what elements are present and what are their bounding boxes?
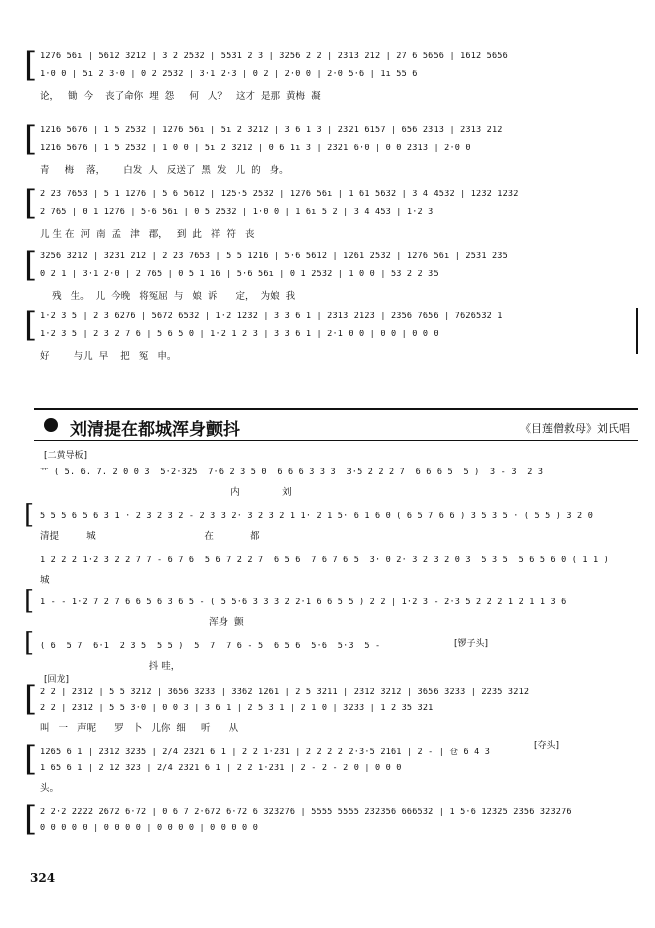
section-tag-erhuang-daoban: [二黄导板] [44, 451, 88, 461]
lyrics-line: 清提 城 在 都 [40, 531, 260, 542]
lyrics-line: 叫 一 声呢 罗 卜 儿你 细 听 从 [40, 723, 239, 734]
music-system [24, 679, 638, 736]
music-system [24, 178, 638, 248]
melody-line: 艹 ( 5. 6. 7. 2 0 0 3 5·2·325 7·6 2 3 5 0 6 6 6 3 3 3 3·5 2 2 2 7 6 6 6 5 5 ) 3 - 3 2 3 [40, 468, 544, 477]
upper-staff-line: 1265 6 1 | 2312 3235 | 2/4 2321 6 1 | 2 2 1·231 | 2 2 2 2 2·3·5 2161 | 2 - | 仓 6 4 3 [40, 748, 491, 757]
upper-staff-line: 1216 5676 | 1 5 2532 | 1276 56i | 5i 2 3212 | 3 6 1 3 | 2321 6157 | 656 2313 | 2313 212 [40, 126, 503, 135]
upper-staff-line: 1·2 3 5 | 2 3 6276 | 5672 6532 | 1·2 1232 | 3 3 6 1 | 2313 2123 | 2356 7656 | 7626532 1 [40, 312, 503, 321]
upper-staff-line: 2 2·2 2222 2672 6·72 | 0 6 7 2·672 6·72 6 323276 | 5555 5555 232356 666532 | 1 5·6 12325 2356 323276 [40, 808, 572, 817]
music-system [24, 500, 638, 544]
lower-staff-line: 2 2 | 2312 | 5 5 3·0 | 0 0 3 | 3 6 1 | 2 5 3 1 | 2 1 0 | 3233 | 1 2 35 321 [40, 704, 434, 713]
lyrics-line: 浑身 颤 [40, 617, 244, 628]
music-system [24, 739, 638, 796]
lyrics-line: 论， 锄 今 丧了命你 埋 怨 何 人？ 这才 是那 黄梅 凝 [40, 91, 321, 102]
lyrics-line: 好 与儿 早 把 冤 申。 [40, 351, 177, 362]
lyrics-line: 头。 [40, 783, 60, 794]
music-system [24, 586, 638, 630]
lower-staff-line: 1216 5676 | 1 5 2532 | 1 0 0 | 5i 2 3212 | 0 6 1i 3 | 2321 6·0 | 0 0 2313 | 2·0 0 [40, 144, 471, 153]
section-title: 刘清提在都城浑身颤抖 [70, 420, 240, 440]
lower-staff-line: 1·0 0 | 5i 2 3·0 | 0 2 2532 | 3·1 2·3 | 0 2 | 2·0 0 | 2·0 5·6 | 1i 55 6 [40, 70, 418, 79]
system-bracket: [ [24, 183, 38, 223]
system-bracket: [ [24, 245, 38, 285]
section-rule-top [34, 408, 638, 410]
lower-staff-line: 0 2 1 | 3·1 2·0 | 2 765 | 0 5 1 16 | 5·6 56i | 0 1 2532 | 1 0 0 | 53 2 2 35 [40, 270, 439, 279]
system-bracket: [ [24, 628, 35, 658]
upper-staff-line: 3256 3212 | 3231 212 | 2 23 7653 | 5 5 1216 | 5·6 5612 | 1261 2532 | 1276 56i | 2531 235 [40, 252, 508, 261]
system-bracket: [ [24, 799, 38, 839]
lyrics-line: 残 生。 儿 今晚 将冤屈 与 娘 诉 定， 为娘 我 [40, 291, 296, 302]
final-barline [636, 308, 638, 354]
system-bracket: [ [24, 739, 38, 779]
melody-line: 1 - - 1·2 7 2 7 6 6 5 6 3 6 5 - ( 5 5·6 3 3 3 2 2·1 6 6 5 5 ) 2 2 | 1·2 3 - 2·3 5 2 2 2 1 2 1 1 3 6 [40, 598, 567, 607]
system-bracket: [ [24, 45, 38, 85]
lyrics-line: 城 [40, 575, 50, 586]
lyrics-line: 抖 哇， [40, 661, 181, 672]
lower-staff-line: 1 65 6 1 | 2 12 323 | 2/4 2321 6 1 | 2 2 1·231 | 2 - 2 - 2 0 | 0 0 0 [40, 764, 402, 773]
lyrics-line: 内 刘 [40, 487, 292, 498]
lower-staff-line: 2 765 | 0 1 1276 | 5·6 56i | 0 5 2532 | 1·0 0 | 1 6i 5 2 | 3 4 453 | 1·2 3 [40, 208, 434, 217]
music-system [24, 300, 638, 370]
lyrics-line: 青 梅 落， 白发 人 反送了 黑 发 儿 的 身。 [40, 165, 289, 176]
music-system [34, 462, 638, 502]
page-number: 324 [30, 871, 56, 885]
music-system [24, 114, 638, 184]
section-tag-huilong: [回龙] [44, 675, 70, 685]
upper-staff-line: 1276 56i | 5612 3212 | 3 2 2532 | 5531 2 3 | 3256 2 2 | 2313 212 | 27 6 5656 | 1612 5656 [40, 52, 508, 61]
lyrics-line: 儿 生 在 河 南 孟 津 郡， 到 此 祥 符 丧 [40, 229, 255, 240]
music-system [24, 628, 638, 672]
melody-line: 1 2 2 2 1·2 3 2 2 7 7 - 6 7 6 5 6 7 2 2 7 6 5 6 7 6 7 6 5 3· 0 2· 3 2 3 2 0 3 5 3 5 5 6 5 6 0 ( 1 1 ) [40, 556, 609, 565]
system-bracket: [ [24, 679, 38, 719]
system-bracket: [ [24, 305, 38, 345]
upper-staff-line: 2 2 | 2312 | 5 5 3212 | 3656 3233 | 3362 1261 | 2 5 3211 | 2312 3212 | 3656 3233 | 2235 3212 [40, 688, 530, 697]
lower-staff-line: 1·2 3 5 | 2 3 2 7 6 | 5 6 5 0 | 1·2 1 2 3 | 3 3 6 1 | 2·1 0 0 | 0 0 | 0 0 0 [40, 330, 439, 339]
section-rule-bottom [34, 440, 638, 441]
upper-staff-line: 2 23 7653 | 5 1 1276 | 5 6 5612 | 125·5 2532 | 1276 56i | 1 61 5632 | 3 4 4532 | 1232 1232 [40, 190, 519, 199]
section-tag-duotou: [夺头] [534, 741, 560, 751]
section-tag-luozitou: [锣子头] [454, 639, 489, 649]
section-source: 《目莲僧救母》刘氏唱 [520, 422, 630, 435]
melody-line: 5 5 5 6 5 6 3 1 · 2 3 2 3 2 - 2 3 3 2· 3 2 3 2 1 1· 2 1 5· 6 1 6 0 ( 6 5 7 6 6 ) 3 5 3 5 · ( 5 5 ) 3 2 0 [40, 512, 594, 521]
system-bracket: [ [24, 119, 38, 159]
system-bracket: [ [24, 500, 35, 530]
lower-staff-line: 0 0 0 0 0 | 0 0 0 0 | 0 0 0 0 | 0 0 0 0 0 [40, 824, 259, 833]
music-system [24, 40, 638, 110]
system-bracket: [ [24, 586, 35, 616]
music-system [24, 799, 638, 846]
section-bullet [44, 418, 58, 432]
music-system [34, 548, 638, 588]
melody-line: ( 6 5 7 6·1 2 3 5 5 5 ) 5 7 7 6 - 5 6 5 6 5·6 5·3 5 - [40, 642, 381, 651]
